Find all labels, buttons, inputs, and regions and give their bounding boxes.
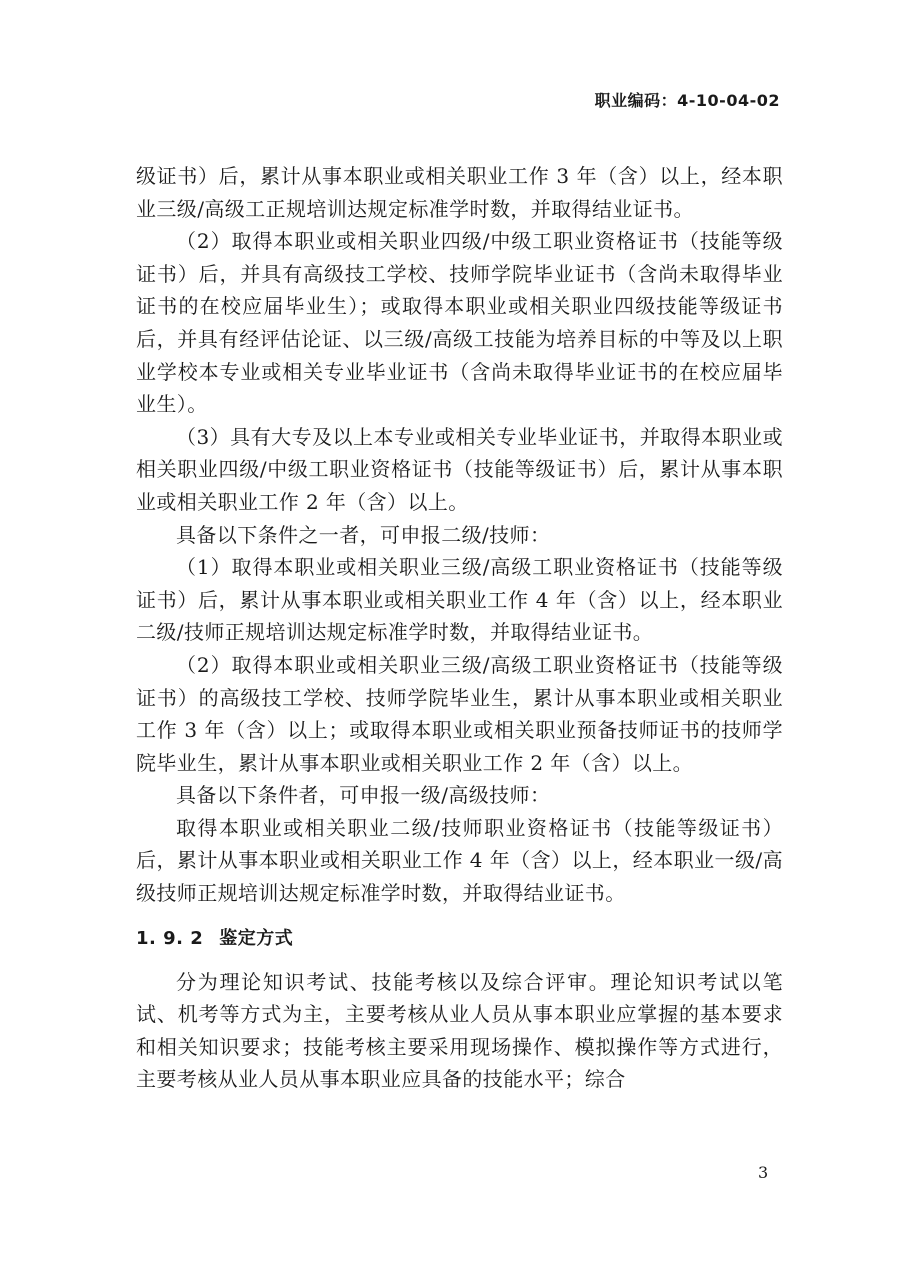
section-heading	[136, 924, 783, 954]
paragraph-technician-item-2: （2）取得本职业或相关职业三级/高级工职业资格证书（技能等级证书）的高级技工学校、技师学院毕业生，累计从事本职业或相关职业工作 3 年（含）以上；或取得本职业或相关职业预备技师证书的技师学院毕业生，累计从事本职业或相关职业工作 2 年（含）以上。	[136, 652, 783, 775]
occupation-code-header: 职业编码：4-10-04-02	[594, 91, 780, 110]
paragraph-assessment-method: 分为理论知识考试、技能考核以及综合评审。理论知识考试以笔试、机考等方式为主，主要考核从业人员从事本职业应掌握的基本要求和相关知识要求；技能考核主要采用现场操作、模拟操作等方式进行，主要考核从业人员从事本职业应具备的技能水平；综合	[136, 969, 783, 1092]
body-text	[136, 160, 783, 1096]
paragraph-continuation: 级证书）后，累计从事本职业或相关职业工作 3 年（含）以上，经本职业三级/高级工正规培训达规定标准学时数，并取得结业证书。	[136, 164, 783, 221]
paragraph-technician-item-1: （1）取得本职业或相关职业三级/高级工职业资格证书（技能等级证书）后，累计从事本职业或相关职业工作 4 年（含）以上，经本职业二级/技师正规培训达规定标准学时数，并取得结业证书。	[136, 555, 783, 645]
section-title: 鉴定方式	[219, 927, 294, 949]
paragraph-senior-technician-item: 取得本职业或相关职业二级/技师职业资格证书（技能等级证书）后，累计从事本职业或相关职业工作 4 年（含）以上，经本职业一级/高级技师正规培训达规定标准学时数，并取得结业证书。	[136, 815, 783, 906]
section-number: 1. 9. 2	[136, 927, 204, 949]
paragraph-item-2: （2）取得本职业或相关职业四级/中级工职业资格证书（技能等级证书）后，并具有高级技工学校、技师学院毕业证书（含尚未取得毕业证书的在校应届毕业生）；或取得本职业或相关职业四级技能等级证书后，并具有经评估论证、以三级/高级工技能为培养目标的中等及以上职业学校本专业或相关专业毕业证书（含尚未取得毕业证书的在校应届毕业生）。	[136, 229, 783, 417]
paragraph-technician-conditions: 具备以下条件之一者，可申报二级/技师：	[176, 522, 551, 547]
paragraph-item-3: （3）具有大专及以上本专业或相关专业毕业证书，并取得本职业或相关职业四级/中级工职业资格证书（技能等级证书）后，累计从事本职业或相关职业工作 2 年（含）以上。	[136, 424, 783, 514]
paragraph-senior-technician-conditions: 具备以下条件者，可申报一级/高级技师：	[176, 783, 551, 808]
page-number: 3	[758, 1163, 769, 1182]
